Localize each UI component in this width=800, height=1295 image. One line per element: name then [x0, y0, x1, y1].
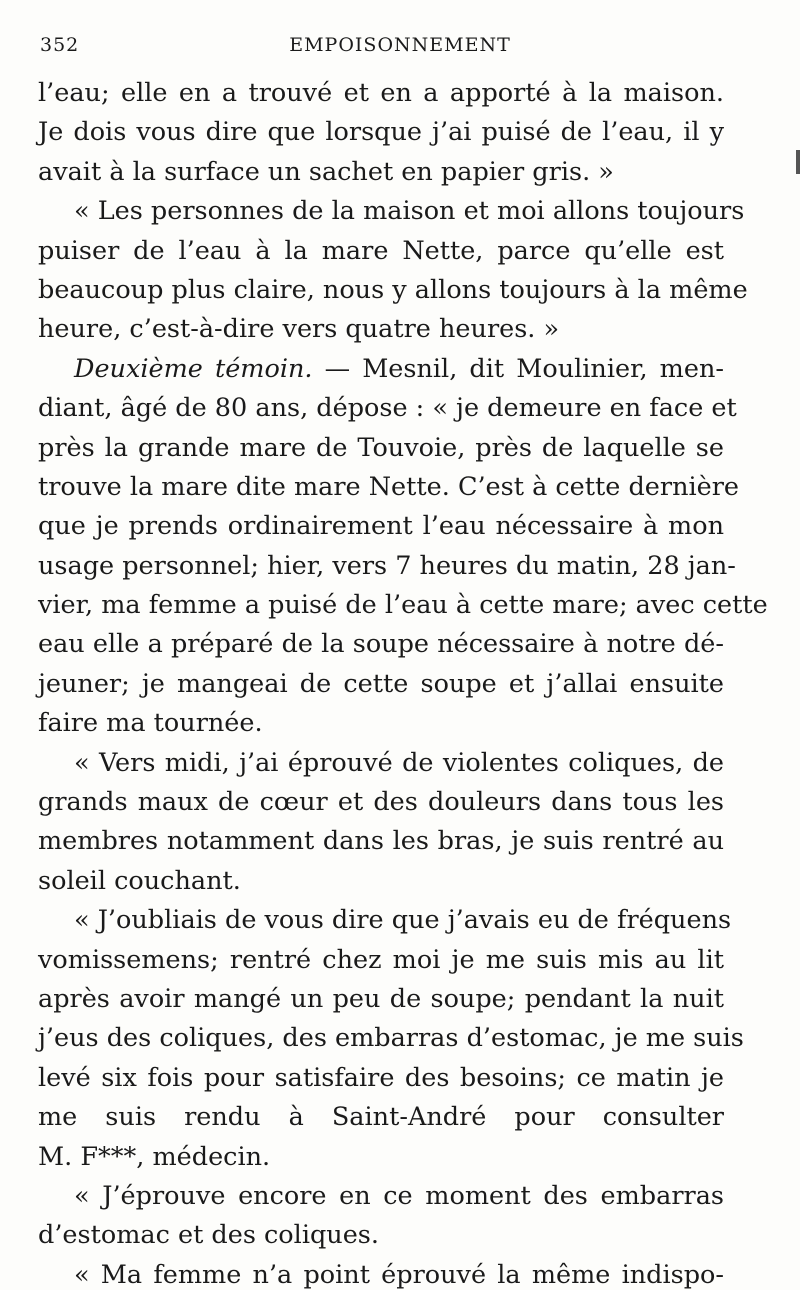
text-line: membres notamment dans les bras, je suis rentré au [38, 826, 724, 857]
text-line: « J’éprouve encore en ce moment des embarras [74, 1180, 724, 1211]
text-line: « Les personnes de la maison et moi allons toujours [74, 196, 745, 227]
page-number: 352 [40, 34, 80, 56]
text-line: vomissemens; rentré chez moi je me suis mis au lit [38, 944, 724, 975]
text-line: l’eau; elle en a trouvé et en a apporté à la maison. [38, 78, 724, 108]
running-head [40, 34, 720, 62]
page-edge-mark [796, 150, 800, 174]
witness-intro: — Mesnil, dit Moulinier, men- [312, 353, 724, 384]
text-line: usage personnel; hier, vers 7 heures du matin, 28 jan- [38, 550, 736, 581]
text-line: diant, âgé de 80 ans, dépose : « je demeure en face et [38, 393, 737, 424]
text-line: me suis rendu à Saint-André pour consulter [38, 1102, 724, 1133]
text-line: beaucoup plus claire, nous y allons toujours à la même [38, 274, 748, 305]
text-line: levé six fois pour satisfaire des besoins; ce matin je [38, 1062, 724, 1093]
text-line-witness [38, 350, 724, 389]
text-line: près la grande mare de Touvoie, près de laquelle se [38, 432, 724, 463]
text-line: que je prends ordinairement l’eau nécessaire à mon [38, 511, 724, 542]
text-line: « Vers midi, j’ai éprouvé de violentes coliques, de [74, 747, 724, 778]
text-line: puiser de l’eau à la mare Nette, parce qu’elle est [38, 235, 724, 266]
body-text [38, 74, 768, 1295]
text-line: Je dois vous dire que lorsque j’ai puisé de l’eau, il y [38, 117, 724, 148]
text-line: trouve la mare dite mare Nette. C’est à cette dernière [38, 471, 740, 502]
text-line: jeuner; je mangeai de cette soupe et j’allai ensuite [38, 668, 724, 699]
text-line: faire ma tournée. [38, 708, 263, 739]
text-line: d’estomac et des coliques. [38, 1220, 380, 1251]
text-line: heure, c’est-à-dire vers quatre heures. » [38, 314, 560, 345]
running-title: EMPOISONNEMENT [289, 34, 511, 56]
text-line: eau elle a préparé de la soupe nécessaire à notre dé- [38, 629, 724, 660]
text-line: j’eus des coliques, des embarras d’estomac, je me suis [38, 1023, 744, 1054]
text-line: avait à la surface un sachet en papier gris. » [38, 156, 614, 187]
text-line: « Ma femme n’a point éprouvé la même indispo- [74, 1259, 724, 1290]
witness-heading: Deuxième témoin. [74, 353, 313, 384]
text-line: M. F***, médecin. [38, 1141, 271, 1172]
text-line: soleil couchant. [38, 865, 241, 896]
text-line: « J’oubliais de vous dire que j’avais eu de fréquens [74, 905, 732, 936]
text-line: vier, ma femme a puisé de l’eau à cette mare; avec cette [38, 590, 768, 621]
text-line: après avoir mangé un peu de soupe; pendant la nuit [38, 983, 724, 1014]
text-line: grands maux de cœur et des douleurs dans tous les [38, 787, 724, 818]
